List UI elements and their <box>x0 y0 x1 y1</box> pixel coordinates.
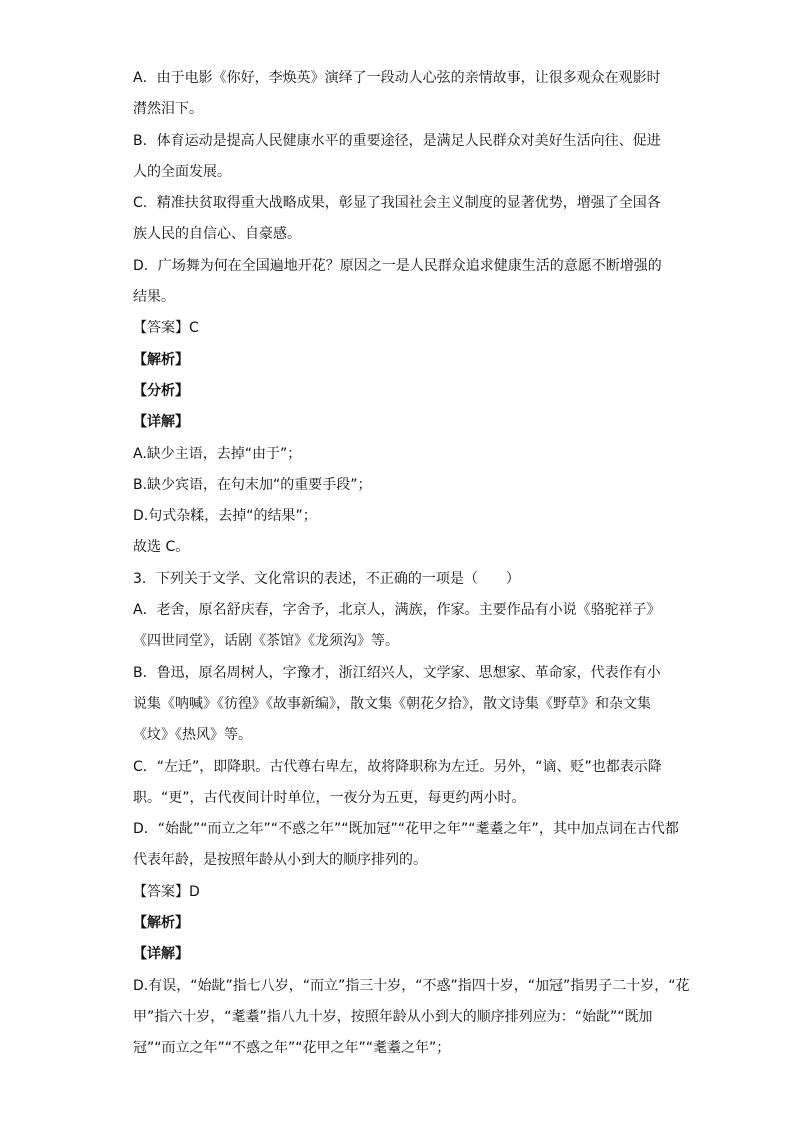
option-b-line-1: B．体育运动是提高人民健康水平的重要途径，是满足人民群众对美好生活向往、促进 <box>133 132 661 149</box>
option-b-line-2: 人的全面发展。 <box>133 163 231 180</box>
question-3-stem: 3．下列关于文学、文化常识的表述，不正确的一项是（ ） <box>133 570 520 587</box>
q3-option-a-line-2: 《四世同堂》，话剧《茶馆》《龙须沟》等。 <box>133 633 399 650</box>
q3-option-c-line-2: 职。“更”，古代夜间计时单位，一夜分为五更，每更约两小时。 <box>133 789 526 806</box>
q3-detail-line-1: D.有误，“始龀”指七八岁，“而立”指三十岁，“不惑”指四十岁，“加冠”指男子二十岁，“花 <box>133 977 690 994</box>
analysis-sub-heading: 【分析】 <box>133 382 189 399</box>
q3-option-b-line-2: 说集《呐喊》《彷徨》《故事新编》，散文集《朝花夕拾》，散文诗集《野草》和杂文集 <box>133 695 651 712</box>
q3-detail-line-3: 冠”“而立之年”“不惑之年”“花甲之年”“耄耋之年”； <box>133 1040 451 1057</box>
q3-option-b-line-1: B．鲁迅，原名周树人，字豫才，浙江绍兴人，文学家、思想家、革命家，代表作有小 <box>133 664 661 681</box>
detail-b: B.缺少宾语，在句末加“的重要手段”； <box>133 476 372 493</box>
q3-option-d-line-2: 代表年龄，是按照年龄从小到大的顺序排列的。 <box>133 852 427 869</box>
document-body <box>133 63 690 1065</box>
detail-heading: 【详解】 <box>133 414 189 431</box>
option-d-line-2: 结果。 <box>133 289 175 306</box>
q3-analysis-heading: 【解析】 <box>133 915 189 932</box>
detail-d: D.句式杂糅，去掉“的结果”； <box>133 508 317 525</box>
q3-detail-heading: 【详解】 <box>133 946 189 963</box>
analysis-heading: 【解析】 <box>133 351 189 368</box>
q3-option-b-line-3: 《坟》《热风》等。 <box>133 727 252 744</box>
q3-answer-label: 【答案】D <box>133 883 200 900</box>
conclusion: 故选 C。 <box>133 539 190 556</box>
option-a-line-2: 潸然泪下。 <box>133 101 203 118</box>
detail-a: A.缺少主语，去掉“由于”； <box>133 445 302 462</box>
option-a-line-1: A．由于电影《你好，李焕英》演绎了一段动人心弦的亲情故事，让很多观众在观影时 <box>133 70 661 86</box>
option-c-line-2: 族人民的自信心、自豪感。 <box>133 226 301 243</box>
q3-option-c-line-1: C．“左迁”，即降职。古代尊右卑左，故将降职称为左迁。另外，“谪、贬”也都表示降 <box>133 758 662 775</box>
answer-label: 【答案】C <box>133 320 199 337</box>
q3-option-d-line-1: D．“始龀”“而立之年”“不惑之年”“既加冠”“花甲之年”“耄耋之年”，其中加点词在古代都 <box>133 821 679 838</box>
option-c-line-1: C．精准扶贫取得重大战略成果，彰显了我国社会主义制度的显著优势，增强了全国各 <box>133 195 661 212</box>
q3-detail-line-2: 甲”指六十岁，“耄耋”指八九十岁，按照年龄从小到大的顺序排列应为：“始龀”“既加 <box>133 1008 653 1025</box>
option-d-line-1: D．广场舞为何在全国遍地开花？原因之一是人民群众追求健康生活的意愿不断增强的 <box>133 257 662 274</box>
q3-option-a-line-1: A．老舍，原名舒庆春，字舍予，北京人，满族，作家。主要作品有小说《骆驼祥子》 <box>133 602 661 619</box>
